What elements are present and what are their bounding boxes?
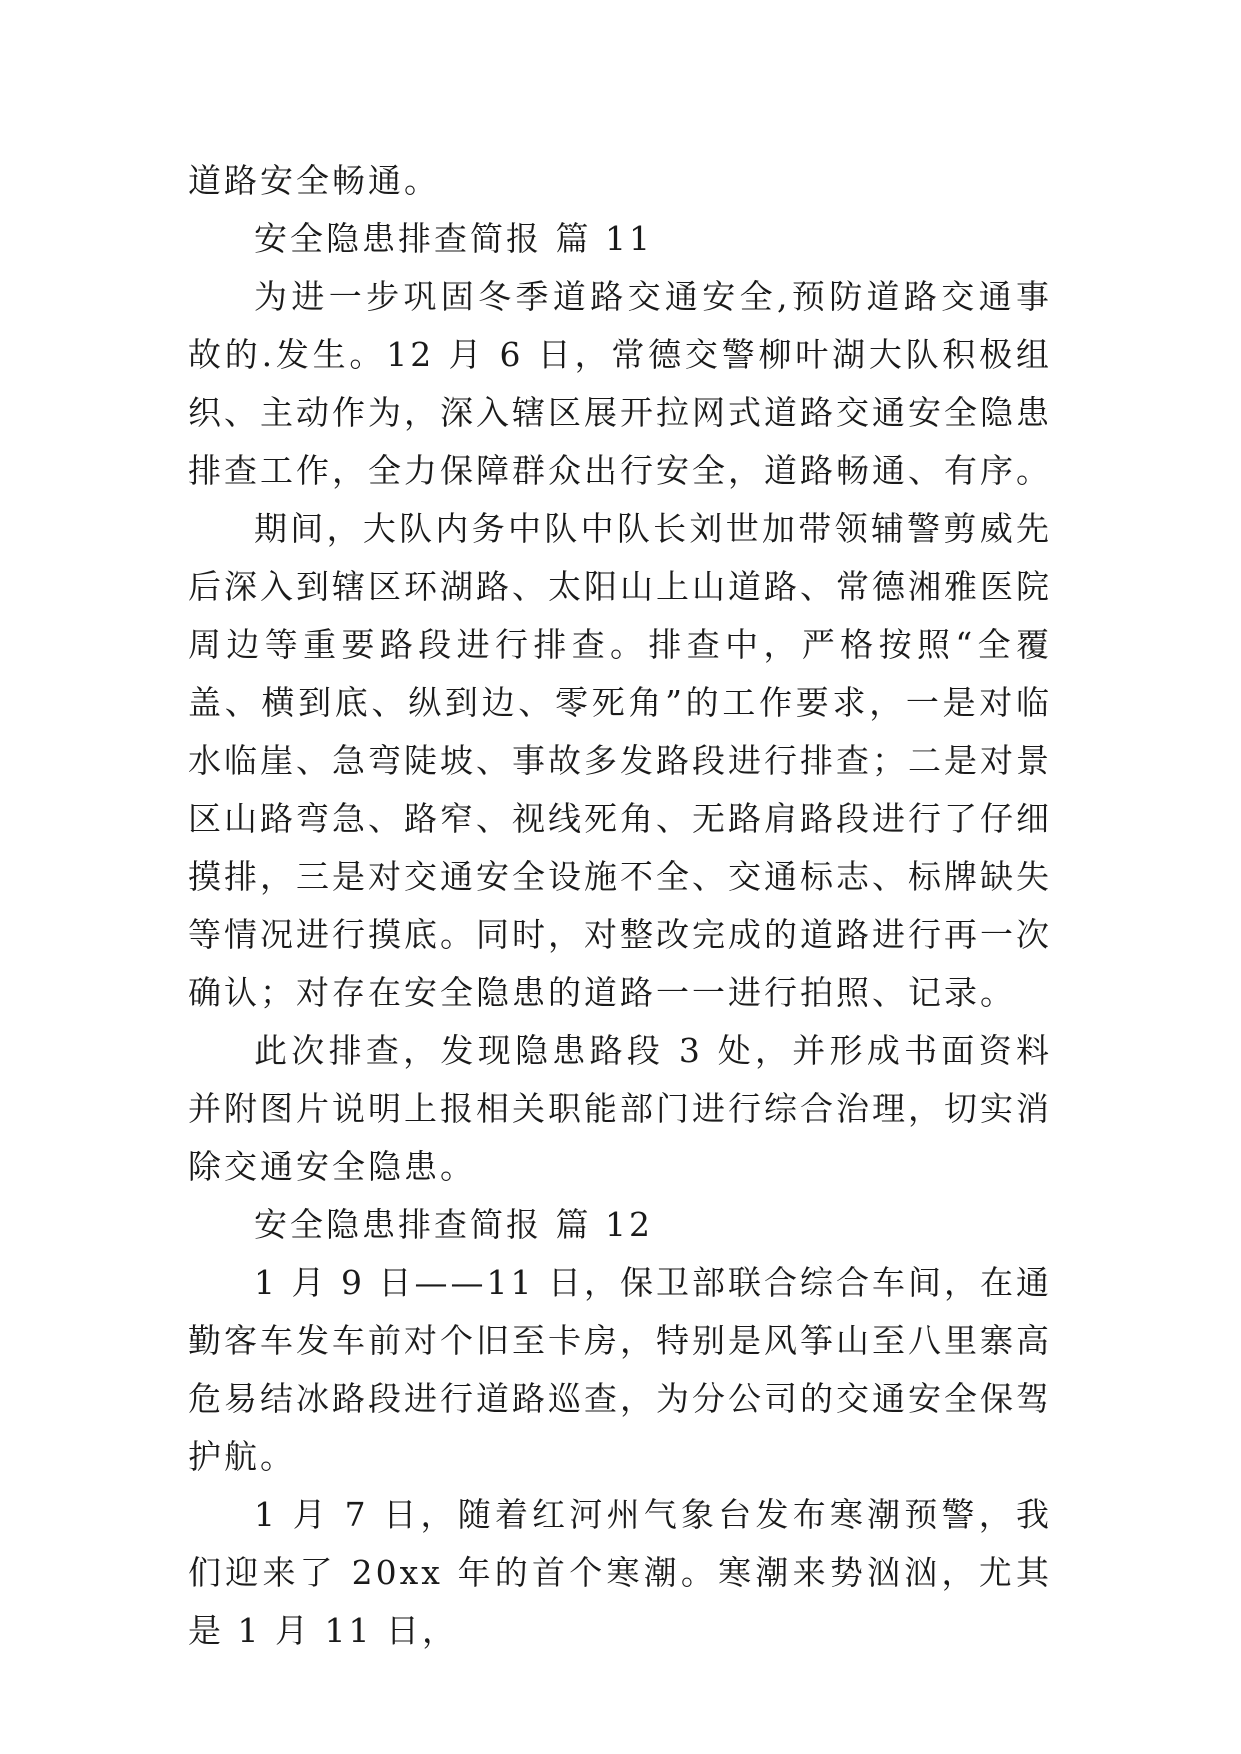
document-body <box>188 152 1052 1660</box>
section-heading-12: 安全隐患排查简报 篇 12 <box>254 1205 653 1244</box>
section-heading-11: 安全隐患排查简报 篇 11 <box>254 219 653 258</box>
paragraph-continuation: 道路安全畅通。 <box>188 161 440 200</box>
paragraph-intro: 为进一步巩固冬季道路交通安全,预防道路交通事故的.发生。12 月 6 日，常德交警柳叶湖大队积极组织、主动作为，深入辖区展开拉网式道路交通安全隐患排查工作，全力保障群众出行安全，道路畅通、有序。 <box>188 277 1052 490</box>
paragraph-patrol: 1 月 9 日——11 日，保卫部联合综合车间，在通勤客车发车前对个旧至卡房，特别是风筝山至八里寨高危易结冰路段进行道路巡查，为分公司的交通安全保驾护航。 <box>188 1263 1052 1476</box>
paragraph-inspection-details: 期间，大队内务中队中队长刘世加带领辅警剪威先后深入到辖区环湖路、太阳山上山道路、常德湘雅医院周边等重要路段进行排查。排查中，严格按照“全覆盖、横到底、纵到边、零死角”的工作要求，一是对临水临崖、急弯陡坡、事故多发路段进行排查；二是对景区山路弯急、路窄、视线死角、无路肩路段进行了仔细摸排，三是对交通安全设施不全、交通标志、标牌缺失等情况进行摸底。同时，对整改完成的道路进行再一次确认；对存在安全隐患的道路一一进行拍照、记录。 <box>188 509 1052 1012</box>
paragraph-cold-wave: 1 月 7 日，随着红河州气象台发布寒潮预警，我们迎来了 20xx 年的首个寒潮。寒潮来势汹汹，尤其是 1 月 11 日， <box>188 1495 1052 1650</box>
paragraph-inspection-result: 此次排查，发现隐患路段 3 处，并形成书面资料并附图片说明上报相关职能部门进行综合治理，切实消除交通安全隐患。 <box>188 1031 1052 1186</box>
